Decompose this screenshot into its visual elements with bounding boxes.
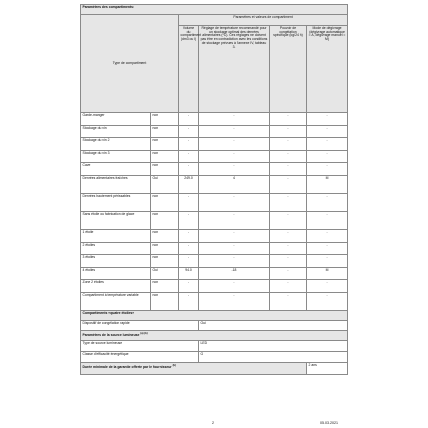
row-present: non	[151, 138, 179, 151]
row-freeze: -	[270, 292, 307, 310]
row-name: 4 étoiles	[81, 267, 151, 280]
col-type-header: Type de compartiment	[81, 15, 179, 113]
row-freeze: -	[270, 267, 307, 280]
light-section-title	[81, 330, 348, 340]
page-number: 2	[212, 421, 214, 425]
row-defrost: -	[307, 229, 348, 242]
document-date: 05.03.2021	[320, 421, 338, 425]
row-volume: -	[179, 242, 199, 255]
row-present: non	[151, 193, 179, 211]
row-defrost: -	[307, 125, 348, 138]
row-temp: -18	[199, 267, 270, 280]
row-name: Compartiment à température variable	[81, 292, 151, 310]
col-defrost-header: Mode de dégivrage (dégivrage automatique = A, dégivrage manuel = M)	[307, 26, 348, 113]
row-freeze: -	[270, 280, 307, 293]
row-volume: 249.0	[179, 175, 199, 193]
row-name: 3 étoiles	[81, 255, 151, 268]
row-freeze: -	[270, 193, 307, 211]
row-freeze: -	[270, 138, 307, 151]
row-volume: -	[179, 211, 199, 229]
light-section-note: (a) (b)	[140, 331, 148, 335]
row-temp: -	[199, 113, 270, 126]
light-section-title-text: Paramètres de la source lumineuse	[82, 333, 140, 338]
row-temp: 4	[199, 175, 270, 193]
row-defrost: M	[307, 175, 348, 193]
row-volume: -	[179, 280, 199, 293]
row-defrost: -	[307, 163, 348, 176]
row-defrost: -	[307, 280, 348, 293]
col-volume-header: Volume du compartiment (dm3 ou l)	[179, 26, 199, 113]
row-name: Zone 2 étoiles	[81, 280, 151, 293]
row-defrost: -	[307, 211, 348, 229]
row-name: Stockage du vin 2	[81, 138, 151, 151]
row-volume: -	[179, 292, 199, 310]
row-defrost: -	[307, 242, 348, 255]
row-volume: -	[179, 255, 199, 268]
row-present: non	[151, 242, 179, 255]
row-name: 2 étoiles	[81, 242, 151, 255]
row-present: Oui	[151, 267, 179, 280]
table-title: Paramètres des compartiments:	[81, 5, 348, 15]
row-temp: -	[199, 138, 270, 151]
row-defrost: -	[307, 150, 348, 163]
light-class-label: Classe d'efficacité énergétique	[81, 351, 199, 362]
row-freeze: -	[270, 175, 307, 193]
row-freeze: -	[270, 150, 307, 163]
fast-freeze-label: Dispositif de congélation rapide	[81, 320, 199, 330]
row-volume: -	[179, 229, 199, 242]
row-present: non	[151, 150, 179, 163]
row-defrost: -	[307, 138, 348, 151]
row-defrost: -	[307, 255, 348, 268]
row-present: non	[151, 280, 179, 293]
row-present: non	[151, 211, 179, 229]
light-type-label: Type de source lumineuse	[81, 340, 199, 351]
row-defrost: -	[307, 113, 348, 126]
row-defrost: -	[307, 292, 348, 310]
row-volume: -	[179, 125, 199, 138]
row-freeze: -	[270, 125, 307, 138]
fast-freeze-value: Oui	[199, 320, 348, 330]
four-star-section-title: Compartiments «quatre étoiles»	[81, 310, 348, 320]
row-volume: -	[179, 150, 199, 163]
col-temp-header: Réglage de température recommandé pour un stockage optimal des denrées alimentaires (ºC). Ces réglages ne doivent pas être en contradiction avec les conditions de stockage prévues à l'annexe IV, tableau 3.	[199, 26, 270, 113]
row-name: Denrées alimentaires fraîches	[81, 175, 151, 193]
row-defrost: -	[307, 193, 348, 211]
row-present: non	[151, 292, 179, 310]
row-temp: -	[199, 211, 270, 229]
row-present: non	[151, 229, 179, 242]
row-temp: -	[199, 150, 270, 163]
compartments-sheet	[80, 4, 347, 375]
row-temp: -	[199, 292, 270, 310]
warranty-label-text: Durée minimale de la garantie offerte par le fournisseur	[82, 365, 172, 370]
row-name: Garde-manger	[81, 113, 151, 126]
row-volume: -	[179, 193, 199, 211]
row-name: 1 étoile	[81, 229, 151, 242]
row-freeze: -	[270, 229, 307, 242]
row-temp: -	[199, 163, 270, 176]
row-volume: -	[179, 163, 199, 176]
row-volume: -	[179, 138, 199, 151]
params-group-header: Paramètres et valeurs de compartiment	[179, 15, 348, 26]
row-name: Stockage du vin 3	[81, 150, 151, 163]
row-freeze: -	[270, 211, 307, 229]
light-class-value: G	[199, 351, 348, 362]
row-defrost: M	[307, 267, 348, 280]
row-name: Denrées hautement périssables	[81, 193, 151, 211]
row-freeze: -	[270, 163, 307, 176]
row-temp: -	[199, 242, 270, 255]
row-present: non	[151, 113, 179, 126]
compartments-table	[80, 4, 348, 375]
row-temp: -	[199, 229, 270, 242]
col-freeze-header: Pouvoir de congélation spécifique (kg/24 h)	[270, 26, 307, 113]
row-name: Cave	[81, 163, 151, 176]
light-type-value: LED	[199, 340, 348, 351]
row-freeze: -	[270, 242, 307, 255]
row-present: non	[151, 255, 179, 268]
row-temp: -	[199, 193, 270, 211]
row-name: Stockage du vin	[81, 125, 151, 138]
row-present: non	[151, 125, 179, 138]
row-temp: -	[199, 255, 270, 268]
warranty-label	[81, 362, 307, 374]
row-present: Oui	[151, 175, 179, 193]
row-freeze: -	[270, 113, 307, 126]
row-temp: -	[199, 280, 270, 293]
row-volume: -	[179, 113, 199, 126]
row-present: non	[151, 163, 179, 176]
row-temp: -	[199, 125, 270, 138]
warranty-value: 2 ans	[307, 362, 348, 374]
warranty-note: (b)	[172, 363, 176, 367]
row-volume: 94.0	[179, 267, 199, 280]
row-freeze: -	[270, 255, 307, 268]
row-name: Sans étoile ou fabrication de glace	[81, 211, 151, 229]
